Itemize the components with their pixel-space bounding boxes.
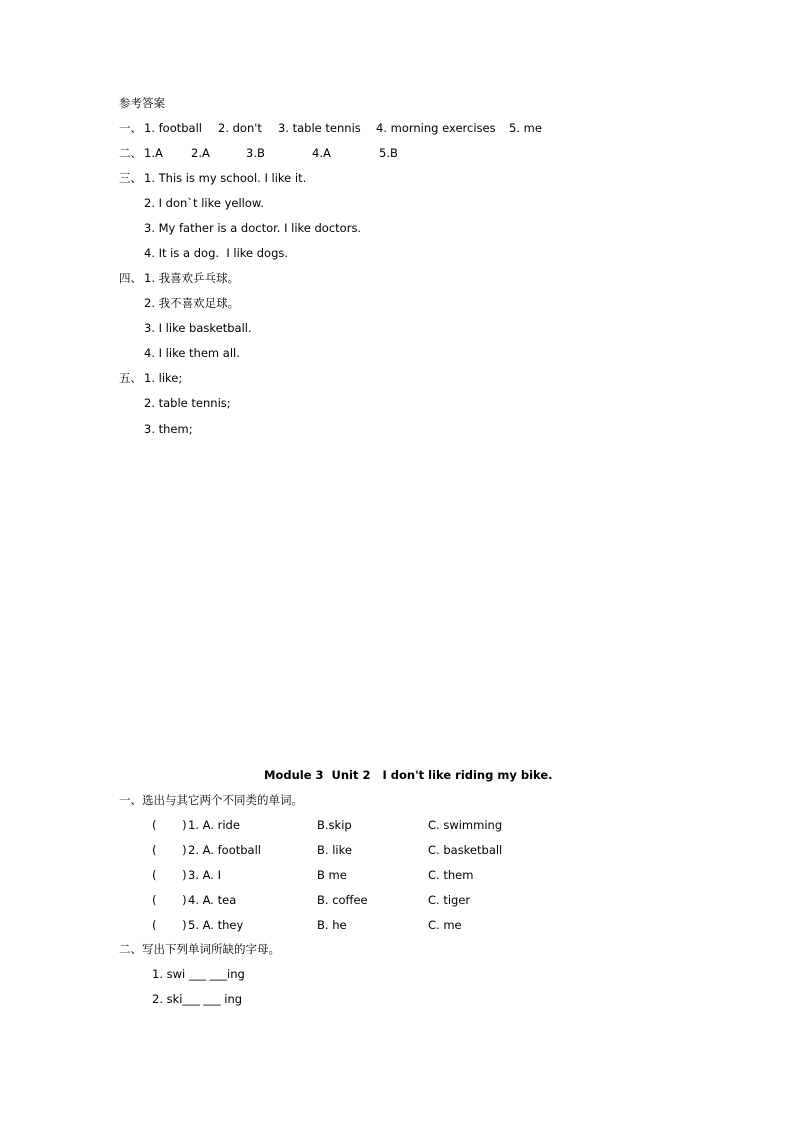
section-4-number: 四、	[119, 271, 142, 285]
answer-item: 1. 我喜欢乒乓球。	[144, 271, 240, 285]
worksheet-title: Module 3 Unit 2 I don't like riding my bike.	[264, 768, 553, 782]
answer-item: 1.A	[144, 146, 163, 160]
option-b: B. like	[317, 843, 352, 857]
answer-blank[interactable]: ( )	[152, 818, 187, 832]
option-a: 4. A. tea	[188, 893, 237, 907]
answer-blank[interactable]: ( )	[152, 868, 187, 882]
answer-item: 3. them;	[144, 422, 193, 436]
answer-blank[interactable]: ( )	[152, 918, 187, 932]
option-c: C. swimming	[428, 818, 503, 832]
answer-item: 1. football	[144, 121, 202, 135]
option-c: C. them	[428, 868, 474, 882]
answer-item: 2.A	[191, 146, 210, 160]
answer-item: 3. My father is a doctor. I like doctors.	[144, 221, 362, 235]
option-b: B me	[317, 868, 347, 882]
answer-item: 3. table tennis	[278, 121, 361, 135]
option-c: C. me	[428, 918, 462, 932]
answer-key-heading: 参考答案	[119, 96, 165, 110]
answer-item: 2. don't	[218, 121, 262, 135]
section-5-number: 五、	[119, 371, 142, 385]
answer-blank[interactable]: ( )	[152, 893, 187, 907]
answer-item: 2. 我不喜欢足球。	[144, 296, 240, 310]
answer-blank[interactable]: ( )	[152, 843, 187, 857]
section-2-number: 二、	[119, 146, 142, 160]
option-b: B.skip	[317, 818, 352, 832]
answer-item: 1. like;	[144, 371, 183, 385]
option-b: B. he	[317, 918, 347, 932]
option-a: 2. A. football	[188, 843, 261, 857]
option-a: 3. A. I	[188, 868, 221, 882]
answer-item: 5. me	[509, 121, 542, 135]
fill-in-item[interactable]: 1. swi ___ ___ing	[152, 967, 245, 981]
answer-item: 4. I like them all.	[144, 346, 240, 360]
answer-item: 3. I like basketball.	[144, 321, 252, 335]
question-1-instruction: 一、选出与其它两个不同类的单词。	[119, 793, 303, 807]
fill-in-item[interactable]: 2. ski___ ___ ing	[152, 992, 243, 1006]
option-b: B. coffee	[317, 893, 368, 907]
answer-item: 4.A	[312, 146, 331, 160]
section-1-number: 一、	[119, 121, 142, 135]
answer-item: 5.B	[379, 146, 398, 160]
answer-item: 1. This is my school. I like it.	[144, 171, 307, 185]
option-c: C. tiger	[428, 893, 471, 907]
answer-item: 4. It is a dog. I like dogs.	[144, 246, 289, 260]
question-2-instruction: 二、写出下列单词所缺的字母。	[119, 942, 280, 956]
answer-item: 4. morning exercises	[376, 121, 496, 135]
option-a: 1. A. ride	[188, 818, 240, 832]
answer-item: 2. table tennis;	[144, 396, 231, 410]
section-3-number: 三、	[119, 171, 142, 185]
answer-item: 2. I don`t like yellow.	[144, 196, 264, 210]
option-c: C. basketball	[428, 843, 503, 857]
option-a: 5. A. they	[188, 918, 244, 932]
answer-item: 3.B	[246, 146, 265, 160]
